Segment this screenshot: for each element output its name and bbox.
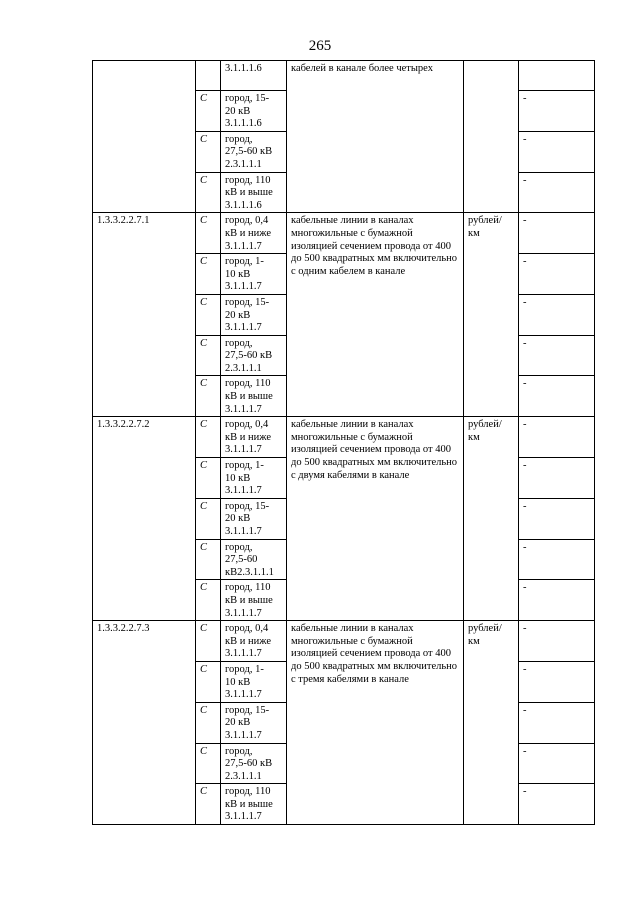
territory-voltage-cell: город, 15- 20 кВ 3.1.1.1.7 [221, 498, 287, 539]
value-cell: - [519, 294, 595, 335]
value-cell: - [519, 743, 595, 784]
territory-voltage-cell: город, 0,4 кВ и ниже 3.1.1.1.7 [221, 621, 287, 662]
territory-voltage-cell: город, 27,5-60 кВ 2.3.1.1.1 [221, 743, 287, 784]
value-cell: - [519, 172, 595, 213]
item-code [93, 61, 196, 213]
item-code: 1.3.3.2.2.7.3 [93, 621, 196, 825]
table-row [93, 417, 595, 458]
unit-cell: рублей/ км [464, 621, 519, 825]
c-marker: C [196, 539, 221, 580]
value-cell: - [519, 458, 595, 499]
c-marker: C [196, 784, 221, 825]
value-cell: - [519, 539, 595, 580]
tariff-table-body [93, 61, 595, 825]
description-cell: кабельные линии в каналах многожильные с бумажной изоляцией сечением провода от 400 до 500 квадратных мм включительно с двумя кабелями в канале [287, 417, 464, 621]
territory-voltage-cell: город, 110 кВ и выше 3.1.1.1.7 [221, 580, 287, 621]
c-marker: C [196, 213, 221, 254]
c-marker: C [196, 498, 221, 539]
value-cell: - [519, 335, 595, 376]
value-cell: - [519, 580, 595, 621]
territory-voltage-cell: город, 1- 10 кВ 3.1.1.1.7 [221, 458, 287, 499]
table-row [93, 621, 595, 662]
value-cell: - [519, 131, 595, 172]
tariff-table [92, 60, 595, 825]
value-cell: - [519, 417, 595, 458]
page-number: 265 [308, 38, 332, 54]
value-cell: - [519, 498, 595, 539]
value-cell [519, 61, 595, 91]
item-code: 1.3.3.2.2.7.2 [93, 417, 196, 621]
item-code: 1.3.3.2.2.7.1 [93, 213, 196, 417]
c-marker: C [196, 335, 221, 376]
value-cell: - [519, 213, 595, 254]
description-cell: кабельные линии в каналах многожильные с бумажной изоляцией сечением провода от 400 до 500 квадратных мм включительно с тремя кабелями в канале [287, 621, 464, 825]
unit-cell [464, 61, 519, 213]
value-cell: - [519, 376, 595, 417]
value-cell: - [519, 254, 595, 295]
territory-voltage-cell: город, 15- 20 кВ 3.1.1.1.7 [221, 702, 287, 743]
territory-voltage-cell: город, 27,5-60 кВ 2.3.1.1.1 [221, 131, 287, 172]
c-marker: C [196, 580, 221, 621]
table-row [93, 61, 595, 91]
territory-voltage-cell: 3.1.1.1.6 [221, 61, 287, 91]
territory-voltage-cell: город, 110 кВ и выше 3.1.1.1.6 [221, 172, 287, 213]
value-cell: - [519, 91, 595, 132]
value-cell: - [519, 661, 595, 702]
territory-voltage-cell: город, 15- 20 кВ 3.1.1.1.6 [221, 91, 287, 132]
c-marker: C [196, 417, 221, 458]
description-cell: кабельные линии в каналах многожильные с бумажной изоляцией сечением провода от 400 до 500 квадратных мм включительно с одним кабелем в канале [287, 213, 464, 417]
c-marker: C [196, 743, 221, 784]
territory-voltage-cell: город, 0,4 кВ и ниже 3.1.1.1.7 [221, 417, 287, 458]
unit-cell: рублей/ км [464, 417, 519, 621]
territory-voltage-cell: город, 110 кВ и выше 3.1.1.1.7 [221, 784, 287, 825]
territory-voltage-cell: город, 27,5-60 кВ 2.3.1.1.1 [221, 335, 287, 376]
c-marker: C [196, 254, 221, 295]
c-marker: C [196, 131, 221, 172]
territory-voltage-cell: город, 0,4 кВ и ниже 3.1.1.1.7 [221, 213, 287, 254]
c-marker: C [196, 661, 221, 702]
c-marker: C [196, 91, 221, 132]
territory-voltage-cell: город, 27,5-60 кВ2.3.1.1.1 [221, 539, 287, 580]
value-cell: - [519, 702, 595, 743]
c-marker: C [196, 702, 221, 743]
table-row [93, 213, 595, 254]
value-cell: - [519, 784, 595, 825]
c-marker: C [196, 172, 221, 213]
c-marker [196, 61, 221, 91]
territory-voltage-cell: город, 110 кВ и выше 3.1.1.1.7 [221, 376, 287, 417]
c-marker: C [196, 458, 221, 499]
c-marker: C [196, 376, 221, 417]
value-cell: - [519, 621, 595, 662]
c-marker: C [196, 621, 221, 662]
c-marker: C [196, 294, 221, 335]
territory-voltage-cell: город, 1- 10 кВ 3.1.1.1.7 [221, 661, 287, 702]
description-cell: кабелей в канале более четырех [287, 61, 464, 213]
unit-cell: рублей/ км [464, 213, 519, 417]
territory-voltage-cell: город, 1- 10 кВ 3.1.1.1.7 [221, 254, 287, 295]
territory-voltage-cell: город, 15- 20 кВ 3.1.1.1.7 [221, 294, 287, 335]
